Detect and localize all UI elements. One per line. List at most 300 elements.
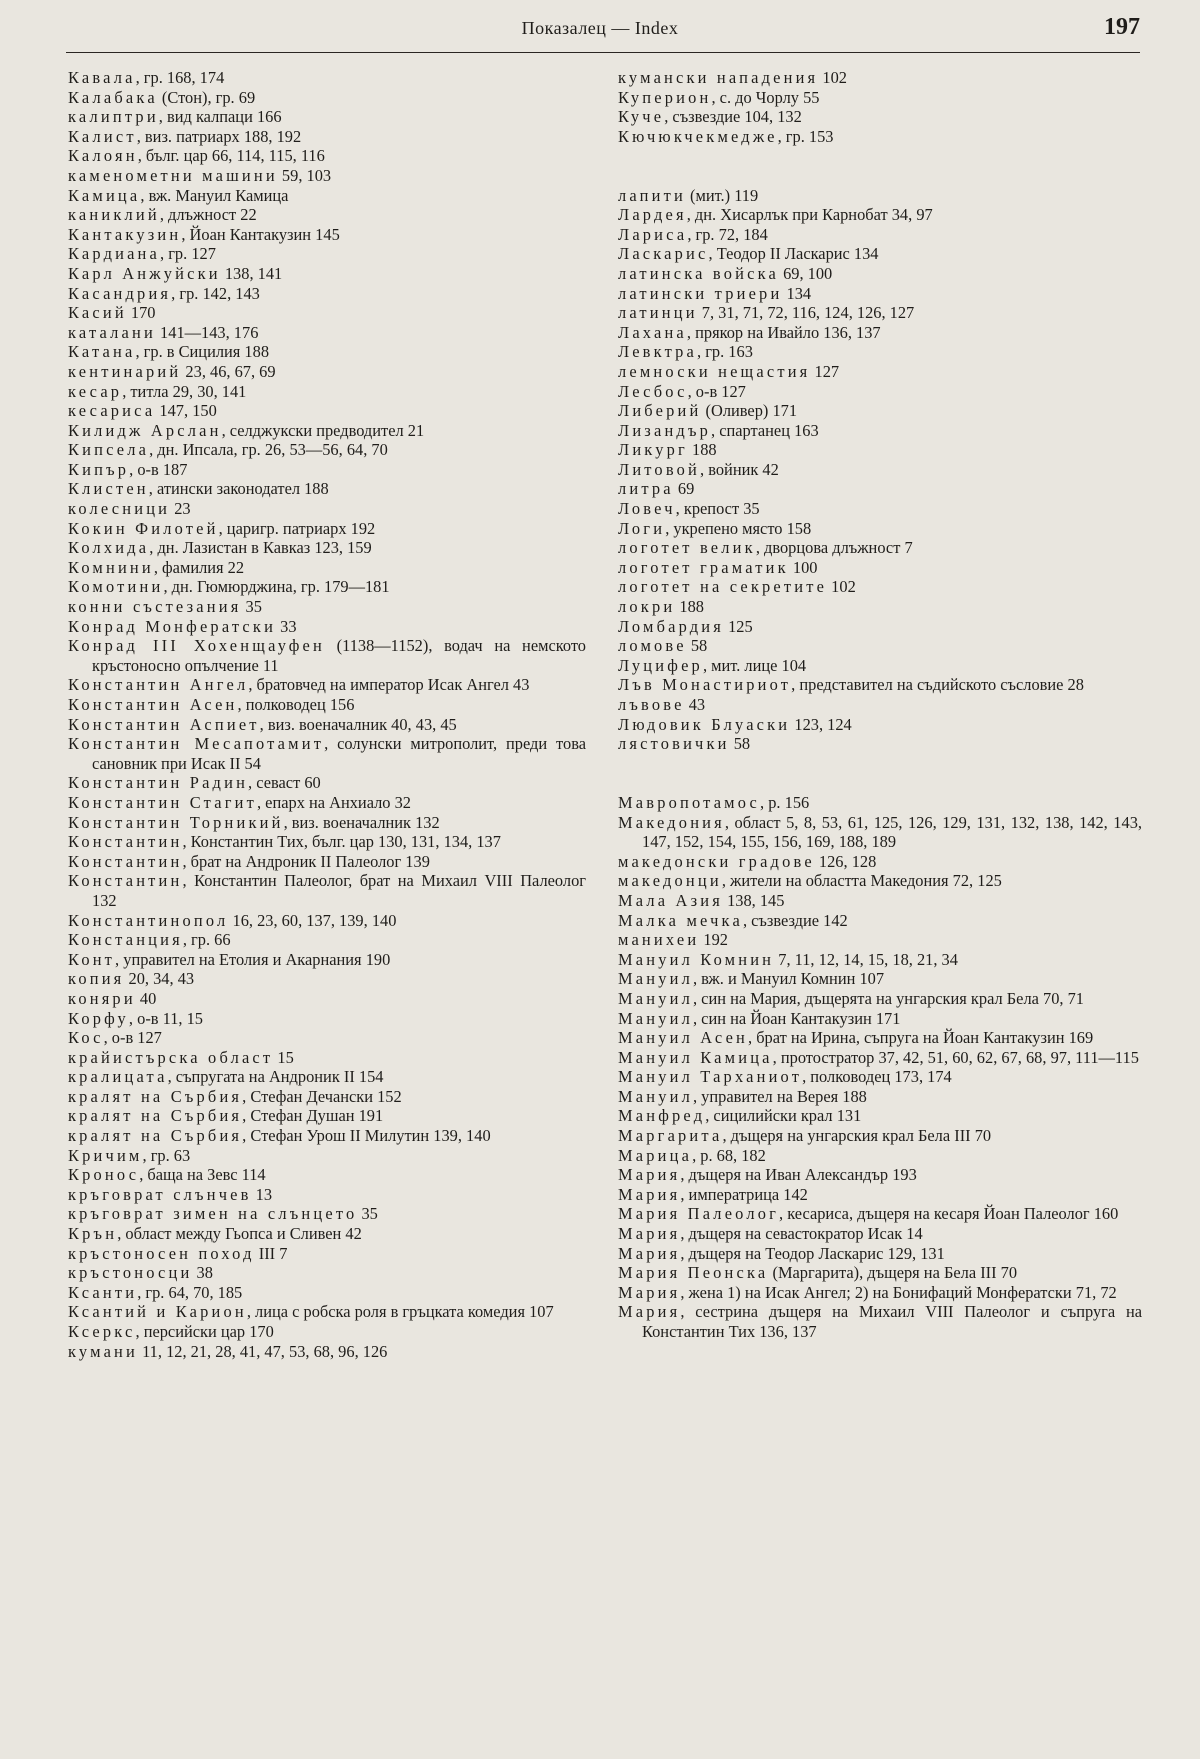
- entry-references: , атински законодател 188: [148, 479, 329, 499]
- index-entry: [68, 1185, 586, 1205]
- index-entry: [618, 989, 1142, 1009]
- entry-references: , севаст 60: [248, 773, 321, 793]
- index-entry: [618, 1106, 1142, 1126]
- entry-headword: Маргарита: [618, 1126, 723, 1146]
- right-column: [618, 68, 1142, 1342]
- entry-headword: Камица: [68, 185, 141, 205]
- index-entry: [618, 264, 1142, 284]
- entry-references: (Оливер) 171: [701, 401, 798, 421]
- entry-headword: Комотини: [68, 577, 164, 597]
- entry-headword: Ломбардия: [618, 616, 725, 636]
- entry-references: , гр. 153: [777, 126, 834, 146]
- index-entry: [618, 519, 1142, 539]
- entry-references: 126, 128: [814, 851, 877, 871]
- entry-headword: Константин Месапотамит: [68, 734, 325, 754]
- entry-headword: Мария: [618, 1302, 681, 1322]
- entry-headword: коняри: [68, 988, 136, 1008]
- entry-headword: кралят на Сърбия: [68, 1106, 243, 1126]
- entry-references: 16, 23, 60, 137, 139, 140: [228, 910, 397, 930]
- entry-headword: кръстоносци: [68, 1263, 193, 1283]
- entry-headword: Касий: [68, 303, 127, 323]
- index-entry: [68, 989, 586, 1009]
- entry-references: , полководец 156: [237, 695, 355, 714]
- entry-headword: кръстоносен поход: [68, 1243, 255, 1263]
- entry-references: , укрепено място 158: [665, 518, 812, 538]
- entry-headword: логотет на секретите: [618, 577, 828, 597]
- page-number: 197: [1104, 14, 1140, 40]
- entry-references: , баща на Зевс 114: [139, 1165, 266, 1185]
- entry-headword: Луцифер: [618, 655, 703, 675]
- entry-references: , полководец 173, 174: [802, 1067, 952, 1087]
- index-entry: [618, 1165, 1142, 1185]
- entry-references: , дъщеря на Иван Александър 193: [680, 1165, 917, 1185]
- entry-headword: Калист: [68, 126, 137, 146]
- entry-headword: Катана: [68, 342, 136, 362]
- entry-references: 188: [675, 597, 704, 617]
- entry-headword: Манфред: [618, 1106, 706, 1126]
- entry-headword: Мануил Тарханиот: [618, 1067, 803, 1087]
- entry-references: , гр. 163: [697, 342, 753, 362]
- entry-headword: Константинопол: [68, 910, 229, 930]
- entry-references: 35: [357, 1204, 378, 1224]
- entry-headword: Клистен: [68, 479, 149, 499]
- entry-headword: калиптри: [68, 107, 159, 127]
- entry-headword: Мануил: [618, 1086, 693, 1106]
- index-entry: [68, 421, 586, 441]
- entry-headword: лапити: [618, 185, 686, 205]
- index-entry: [68, 107, 586, 127]
- entry-references: , дн. Гюмюрджина, гр. 179—181: [163, 577, 390, 597]
- entry-references: III 7: [254, 1243, 288, 1263]
- index-entry: [618, 911, 1142, 931]
- entry-references: , вж. и Мануил Комнин 107: [692, 969, 885, 989]
- entry-headword: Конрад III Хохенщауфен: [68, 636, 325, 656]
- entry-headword: копия: [68, 969, 125, 989]
- entry-references: 35: [241, 597, 262, 617]
- entry-references: , солунски митрополит, преди това сановник при Исак II 54: [92, 734, 586, 773]
- index-entry: [618, 871, 1142, 891]
- entry-headword: Константин: [68, 871, 183, 891]
- index-entry: [68, 186, 586, 206]
- index-entry: [618, 1067, 1142, 1087]
- index-entry: [618, 1283, 1142, 1303]
- index-entry: [618, 950, 1142, 970]
- entry-headword: кралят на Сърбия: [68, 1126, 243, 1146]
- entry-references: , фамилия 22: [153, 557, 245, 577]
- entry-headword: Колхида: [68, 538, 150, 558]
- index-entry: [618, 362, 1142, 382]
- index-entry: [618, 68, 1142, 88]
- entry-headword: Мария: [618, 1165, 681, 1185]
- index-entry: [618, 479, 1142, 499]
- entry-references: 102: [818, 68, 847, 87]
- entry-headword: конни състезания: [68, 597, 242, 617]
- index-entry: [68, 793, 586, 813]
- entry-references: , гр. 66: [182, 930, 231, 950]
- entry-headword: Ласкарис: [618, 244, 709, 264]
- entry-headword: кесариса: [68, 401, 156, 421]
- entry-references: (Маргарита), дъщеря на Бела III 70: [768, 1263, 1018, 1283]
- entry-headword: Мануил: [618, 988, 693, 1008]
- entry-headword: кралят на Сърбия: [68, 1086, 243, 1106]
- entry-headword: Константин Радин: [68, 773, 249, 793]
- index-entry: [618, 342, 1142, 362]
- entry-references: , гр. 72, 184: [687, 224, 768, 244]
- entry-headword: Лизандър: [618, 420, 712, 440]
- entry-headword: кентинарий: [68, 361, 182, 381]
- entry-references: , титла 29, 30, 141: [122, 381, 247, 401]
- entry-headword: Марица: [618, 1145, 693, 1165]
- entry-headword: кралицата: [68, 1067, 168, 1087]
- entry-references: 188: [687, 440, 717, 460]
- index-entry: [68, 264, 586, 284]
- index-entry: [68, 1302, 586, 1322]
- index-entry: [618, 617, 1142, 637]
- entry-headword: Константин Ангел: [68, 675, 249, 695]
- entry-headword: Лъв Монастириот: [618, 675, 792, 695]
- entry-references: 43: [684, 695, 706, 714]
- entry-references: , сестрина дъщеря на Михаил VIII Палеолог и съпруга на Константин Тих 136, 137: [642, 1302, 1142, 1341]
- index-entry: [618, 813, 1142, 852]
- entry-references: , дъщеря на Теодор Ласкарис 129, 131: [680, 1243, 945, 1263]
- entry-references: , Йоан Кантакузин 145: [181, 224, 340, 244]
- entry-references: 20, 34, 43: [124, 969, 195, 989]
- entry-headword: Мануил Комнин: [618, 949, 775, 969]
- index-entry: [68, 1244, 586, 1264]
- index-entry: [618, 930, 1142, 950]
- entry-references: 7, 31, 71, 72, 116, 124, 126, 127: [697, 303, 915, 323]
- entry-references: , гр. 142, 143: [171, 283, 260, 303]
- index-entry: [68, 284, 586, 304]
- index-entry: [618, 107, 1142, 127]
- entry-headword: крайистърска област: [68, 1047, 274, 1067]
- entry-headword: Константин Асен: [68, 695, 238, 714]
- entry-headword: Македония: [618, 812, 725, 832]
- index-entry: [68, 382, 586, 402]
- index-entry: [618, 1185, 1142, 1205]
- entry-headword: колесници: [68, 499, 171, 519]
- index-entry: [68, 323, 586, 343]
- index-entry: [618, 303, 1142, 323]
- entry-headword: Ловеч: [618, 499, 676, 519]
- entry-references: , виз. военачалник 132: [283, 812, 440, 832]
- index-entry: [68, 773, 586, 793]
- entry-references: 141—143, 176: [155, 322, 259, 342]
- entry-references: 58: [729, 734, 751, 754]
- entry-references: (мит.) 119: [685, 185, 759, 205]
- index-entry: [618, 186, 1142, 206]
- index-entry: [618, 323, 1142, 343]
- entry-references: , с. до Чорлу 55: [711, 87, 820, 107]
- entry-headword: латинска войска: [618, 263, 779, 283]
- entry-references: 7, 11, 12, 14, 15, 18, 21, 34: [774, 949, 958, 969]
- index-entry: [68, 519, 586, 539]
- index-entry: [68, 695, 586, 715]
- entry-headword: Кючюкчекмедже: [618, 126, 778, 146]
- entry-headword: Константин Аспиет: [68, 714, 260, 734]
- entry-headword: Логи: [618, 518, 666, 538]
- entry-references: , Стефан Душан 191: [242, 1106, 384, 1126]
- index-entry: [68, 1087, 586, 1107]
- entry-references: , управител на Верея 188: [692, 1086, 867, 1106]
- entry-headword: кумани: [68, 1341, 138, 1361]
- index-entry: [618, 440, 1142, 460]
- entry-headword: Мануил Асен: [618, 1028, 749, 1048]
- entry-references: 38: [192, 1263, 213, 1283]
- entry-headword: лемноски нещастия: [618, 361, 811, 381]
- entry-references: , о-в 11, 15: [128, 1008, 203, 1028]
- entry-headword: Мария: [618, 1184, 681, 1204]
- entry-references: , дворцова длъжност 7: [755, 538, 913, 558]
- entry-references: , бълг. цар 66, 114, 115, 116: [137, 146, 325, 166]
- index-entry: [618, 284, 1142, 304]
- index-entry: [68, 88, 586, 108]
- entry-headword: Мануил Камица: [618, 1047, 773, 1067]
- index-entry: [68, 1263, 586, 1283]
- entry-headword: Калоян: [68, 146, 138, 166]
- entry-headword: каменометни машини: [68, 165, 278, 185]
- entry-headword: Литовой: [618, 459, 701, 479]
- index-entry: [618, 969, 1142, 989]
- entry-references: , гр. 63: [142, 1145, 191, 1165]
- entry-references: 147, 150: [155, 401, 217, 421]
- entry-headword: Мария: [618, 1243, 681, 1263]
- entry-headword: Лардея: [618, 205, 687, 225]
- index-entry: [68, 1322, 586, 1342]
- entry-headword: кръговрат слънчев: [68, 1184, 252, 1204]
- entry-references: 23: [170, 499, 191, 519]
- index-entry: [618, 225, 1142, 245]
- entry-references: , дн. Ипсала, гр. 26, 53—56, 64, 70: [149, 440, 388, 460]
- index-entry: [68, 225, 586, 245]
- entry-headword: Корфу: [68, 1008, 129, 1028]
- index-entry: [68, 1342, 586, 1362]
- entry-references: , син на Йоан Кантакузин 171: [692, 1008, 901, 1028]
- index-entry: [618, 734, 1142, 754]
- index-entry: [68, 460, 586, 480]
- index-entry: [618, 1204, 1142, 1224]
- entry-headword: Ксантий и Карион: [68, 1302, 247, 1322]
- entry-references: , дн. Хисарлък при Карнобат 34, 97: [686, 205, 933, 225]
- entry-headword: Кантакузин: [68, 224, 182, 244]
- entry-references: , жена 1) на Исак Ангел; 2) на Бонифаций Монфератски 71, 72: [680, 1282, 1117, 1302]
- entry-headword: Кос: [68, 1028, 104, 1048]
- entry-headword: Ксанти: [68, 1282, 138, 1302]
- index-entry: [68, 871, 586, 910]
- index-entry: [618, 1028, 1142, 1048]
- entry-references: , селджукски предводител 21: [221, 420, 425, 440]
- index-entry: [68, 813, 586, 833]
- entry-references: , о-в 127: [103, 1028, 162, 1048]
- entry-references: , епарх на Анхиало 32: [256, 792, 411, 812]
- entry-headword: Килидж Арслан: [68, 420, 222, 440]
- index-entry: [68, 1067, 586, 1087]
- index-entry: [618, 127, 1142, 147]
- entry-references: 102: [827, 577, 856, 597]
- index-entry: [618, 1244, 1142, 1264]
- entry-headword: каниклий: [68, 205, 160, 225]
- entry-references: , протостратор 37, 42, 51, 60, 62, 67, 68, 97, 111—115: [772, 1047, 1139, 1067]
- index-entry: [68, 401, 586, 421]
- entry-references: , област 5, 8, 53, 61, 125, 126, 129, 131, 132, 138, 142, 143, 147, 152, 154, 155, 156, 169, 188, 189: [642, 812, 1142, 852]
- index-entry: [618, 1009, 1142, 1029]
- entry-references: 58: [686, 636, 708, 656]
- index-entry: [618, 1087, 1142, 1107]
- entry-references: , брат на Ирина, съпруга на Йоан Кантакузин 169: [748, 1028, 1094, 1048]
- index-entry: [618, 205, 1142, 225]
- index-entry: [68, 969, 586, 989]
- entry-headword: Константин: [68, 832, 183, 852]
- entry-references: , персийски цар 170: [135, 1322, 274, 1341]
- entry-headword: лястовички: [618, 734, 730, 754]
- index-entry: [68, 1224, 586, 1244]
- entry-headword: лъвове: [618, 695, 685, 714]
- entry-headword: Куперион: [618, 87, 712, 107]
- index-entry: [68, 342, 586, 362]
- entry-headword: латински триери: [618, 283, 783, 303]
- entry-references: 69, 100: [778, 263, 833, 283]
- index-entry: [68, 558, 586, 578]
- index-entry: [68, 1028, 586, 1048]
- entry-headword: каталани: [68, 322, 156, 342]
- entry-headword: Кипър: [68, 459, 130, 479]
- entry-references: , син на Мария, дъщерята на унгарския крал Бела 70, 71: [692, 988, 1084, 1008]
- entry-references: , крепост 35: [675, 499, 760, 519]
- index-entry: [68, 1204, 586, 1224]
- entry-references: , вид калпаци 166: [158, 107, 282, 127]
- entry-headword: Мария: [618, 1282, 681, 1302]
- index-entry: [618, 558, 1142, 578]
- entry-references: 134: [782, 283, 812, 303]
- running-header: [0, 14, 1200, 50]
- entry-headword: Мария: [618, 1224, 681, 1244]
- entry-headword: македонци: [618, 871, 722, 891]
- index-entry: [618, 1224, 1142, 1244]
- entry-references: 40: [135, 988, 157, 1008]
- entry-references: , прякор на Ивайло 136, 137: [686, 322, 881, 342]
- index-entry: [68, 303, 586, 323]
- entry-headword: латинци: [618, 303, 698, 323]
- entry-headword: литра: [618, 479, 674, 499]
- entry-headword: Конт: [68, 949, 116, 969]
- index-entry: [618, 460, 1142, 480]
- entry-references: , мит. лице 104: [702, 655, 807, 675]
- index-entry: [68, 1106, 586, 1126]
- entry-headword: Ксеркс: [68, 1322, 136, 1341]
- entry-headword: Кардиана: [68, 244, 161, 264]
- index-entry: [68, 1048, 586, 1068]
- entry-references: , длъжност 22: [159, 205, 257, 225]
- entry-headword: македонски градове: [618, 851, 815, 871]
- entry-references: , Теодор II Ласкарис 134: [708, 244, 879, 264]
- entry-references: , р. 156: [760, 792, 810, 812]
- entry-headword: кумански нападения: [618, 68, 819, 87]
- index-entry: [68, 617, 586, 637]
- entry-headword: Мануил: [618, 1008, 693, 1028]
- entry-references: 123, 124: [790, 714, 852, 734]
- entry-references: , царигр. патриарх 192: [218, 518, 376, 538]
- entry-headword: Константин: [68, 851, 183, 871]
- entry-references: , Константин Палеолог, брат на Михаил VIII Палеолог 132: [92, 871, 586, 910]
- index-entry: [68, 440, 586, 460]
- index-entry: [68, 1009, 586, 1029]
- index-entry: [618, 499, 1142, 519]
- entry-headword: Малка мечка: [618, 910, 743, 930]
- index-entry: [68, 577, 586, 597]
- index-entry: [618, 891, 1142, 911]
- entry-references: , съзвездие 104, 132: [664, 107, 802, 127]
- index-entry: [68, 362, 586, 382]
- entry-headword: Мала Азия: [618, 890, 723, 910]
- entry-references: , жители на областта Македония 72, 125: [721, 871, 1002, 891]
- index-entry: [618, 695, 1142, 715]
- entry-headword: Людовик Блуаски: [618, 714, 791, 734]
- entry-headword: ломове: [618, 636, 687, 656]
- entry-headword: Константин Стагит: [68, 792, 257, 812]
- index-entry: [68, 205, 586, 225]
- entry-references: , о-в 187: [129, 459, 188, 479]
- entry-headword: Мануил: [618, 969, 693, 989]
- entry-references: , управител на Етолия и Акарнания 190: [115, 949, 391, 969]
- entry-references: , о-в 127: [687, 381, 746, 401]
- entry-references: , войник 42: [700, 459, 779, 479]
- index-entry: [68, 675, 586, 695]
- entry-headword: Мария Палеолог: [618, 1204, 780, 1224]
- entry-references: 127: [810, 361, 840, 381]
- index-entry: [618, 421, 1142, 441]
- entry-references: , дн. Лазистан в Кавказ 123, 159: [149, 538, 372, 558]
- entry-references: , лица с робска роля в гръцката комедия 107: [246, 1302, 554, 1322]
- entry-headword: Кронос: [68, 1165, 140, 1185]
- entry-headword: Кипсела: [68, 440, 150, 460]
- entry-references: 170: [126, 303, 156, 323]
- index-entry: [618, 401, 1142, 421]
- entry-references: , гр. в Сицилия 188: [135, 342, 270, 362]
- index-entry: [68, 1165, 586, 1185]
- entry-references: , р. 68, 182: [692, 1145, 766, 1165]
- index-entry: [68, 597, 586, 617]
- index-entry: [68, 1146, 586, 1166]
- entry-references: , братовчед на император Исак Ангел 43: [248, 675, 530, 695]
- entry-headword: Констанция: [68, 930, 183, 950]
- header-title: Показалец — Index: [521, 18, 679, 38]
- index-entry: [68, 127, 586, 147]
- entry-references: , Стефан Урош II Милутин 139, 140: [242, 1126, 491, 1146]
- index-entry: [68, 166, 586, 186]
- entry-references: , виз. военачалник 40, 43, 45: [259, 714, 457, 734]
- entry-headword: манихеи: [618, 930, 700, 950]
- entry-references: , Константин Тих, бълг. цар 130, 131, 134, 137: [182, 832, 501, 852]
- entry-references: 138, 141: [220, 263, 283, 283]
- entry-headword: Лесбос: [618, 381, 688, 401]
- index-entry: [68, 715, 586, 735]
- index-entry: [68, 636, 586, 675]
- index-entry: [618, 852, 1142, 872]
- entry-headword: Лахана: [618, 322, 687, 342]
- entry-references: , спартанец 163: [711, 420, 819, 440]
- letter-section-gap: [618, 754, 1142, 793]
- entry-references: , гр. 127: [160, 244, 216, 264]
- index-entry: [618, 88, 1142, 108]
- entry-references: 11, 12, 21, 28, 41, 47, 53, 68, 96, 126: [138, 1341, 388, 1361]
- entry-references: (1138—1152), водач на немското кръстоносно опълчение 11: [92, 636, 587, 675]
- header-rule: [66, 52, 1140, 53]
- entry-references: , сицилийски крал 131: [705, 1106, 862, 1126]
- entry-headword: Константин Торникий: [68, 812, 284, 832]
- index-entry: [68, 538, 586, 558]
- entry-headword: Мавропотамос: [618, 792, 761, 812]
- entry-references: , кесариса, дъщеря на кесаря Йоан Палеолог 160: [779, 1204, 1119, 1224]
